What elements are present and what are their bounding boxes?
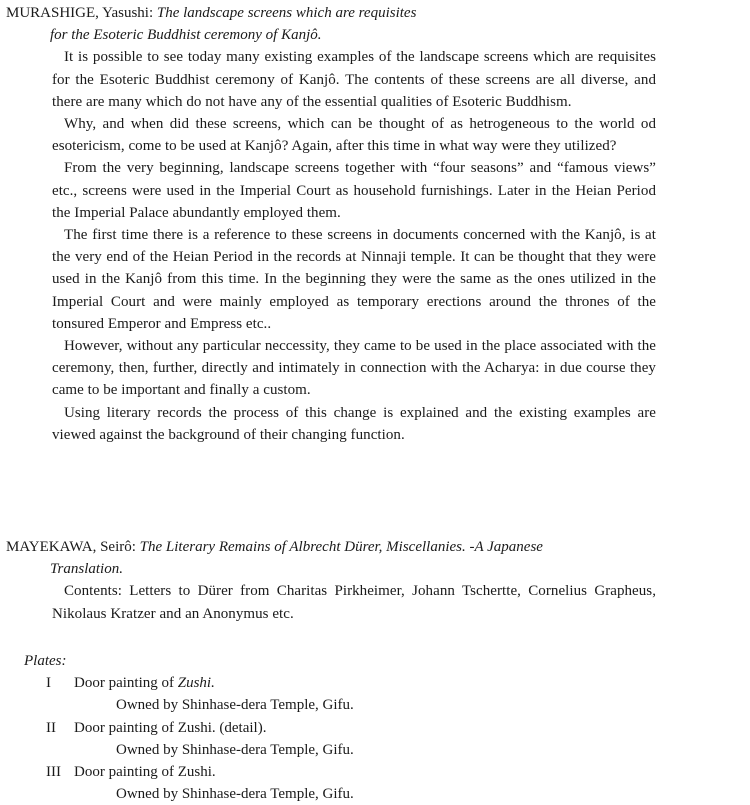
plate-number: I (46, 675, 51, 692)
plate-prefix: Door painting of (74, 764, 174, 781)
plate-subject: Zushi. (177, 675, 215, 692)
plate-owner: Owned by Shinhase-dera Temple, Gifu. (116, 697, 354, 714)
plate-owner: Owned by Shinhase-dera Temple, Gifu. (116, 786, 354, 803)
paragraph: Contents: Letters to Dürer from Charitas Pirkheimer, Johann Tschertte, Cornelius Grapheus, Nikolaus Kratzer and an Anonymus etc. (52, 583, 656, 622)
plate-description (74, 672, 215, 694)
plate-description (74, 717, 266, 739)
entry-title-line1: The Literary Remains of Albrecht Dürer, Miscellanies. -A Japanese (139, 539, 543, 555)
entry-mayekawa (0, 536, 750, 625)
plate-item (46, 672, 750, 694)
plate-subject: Zushi. (detail). (177, 719, 267, 736)
plate-owner: Owned by Shinhase-dera Temple, Gifu. (116, 741, 354, 758)
paragraph: However, without any particular neccessity, they came to be used in the place associated with the ceremony, then, further, directly and intimately in connection with the Acharya: in due course they came to be important and finally a custom. (52, 338, 656, 399)
plate-description (74, 761, 216, 783)
plate-prefix: Door painting of (74, 675, 174, 692)
paragraph: It is possible to see today many existing examples of the landscape screens which are requisites for the Esoteric Buddhist ceremony of Kanjô. The contents of these screens are all diverse, and there are many which do not have any of the essential qualities of Esoteric Buddhism. (52, 49, 656, 110)
paragraph: Why, and when did these screens, which can be thought of as hetrogeneous to the world od esotericism, come to be used at Kanjô? Again, after this time in what way were they utilized? (52, 116, 656, 155)
plate-item (46, 761, 750, 783)
entry-heading: MAYEKAWA, Seirô: The Literary Remains of Albrecht Dürer, Miscellanies. -A Japanese Translation. (6, 536, 698, 580)
entry-murashige (0, 2, 750, 446)
entry-title-line2: for the Esoteric Buddhist ceremony of Kanjô. (50, 27, 322, 44)
plate-prefix: Door painting of (74, 719, 174, 736)
entry-title-line2: Translation. (50, 561, 123, 578)
entry-author: MURASHIGE, Yasushi (6, 5, 149, 21)
entry-title-line1: The landscape screens which are requisites (156, 5, 417, 21)
entry-heading: MURASHIGE, Yasushi: The landscape screens which are requisites for the Esoteric Buddhist ceremony of Kanjô. (6, 2, 698, 46)
plates-label: Plates: (24, 653, 67, 669)
paragraph: Using literary records the process of this change is explained and the existing examples are viewed against the background of their changing function. (52, 404, 656, 443)
plate-number: III (46, 764, 61, 781)
paragraph: From the very beginning, landscape screens together with “four seasons” and “famous views” etc., screens were used in the Imperial Court as household furnishings. Later in the Heian Period the Imperial Palace abundantly employed them. (52, 160, 656, 221)
entry-author: MAYEKAWA, Seirô (6, 539, 132, 555)
plates-section (0, 650, 750, 805)
plate-item (46, 717, 750, 739)
plate-number: II (46, 719, 56, 736)
plate-subject: Zushi. (177, 764, 216, 781)
paragraph: The first time there is a reference to these screens in documents concerned with the Kanjô, is at the very end of the Heian Period in the records at Ninnaji temple. It can be thought that they were used in the Kanjô from this time. In the beginning they were the same as the ones utilized in the Imperial Court and were mainly employed as temporary erections around the thrones of the tonsured Emperor and Empress etc.. (52, 227, 656, 332)
